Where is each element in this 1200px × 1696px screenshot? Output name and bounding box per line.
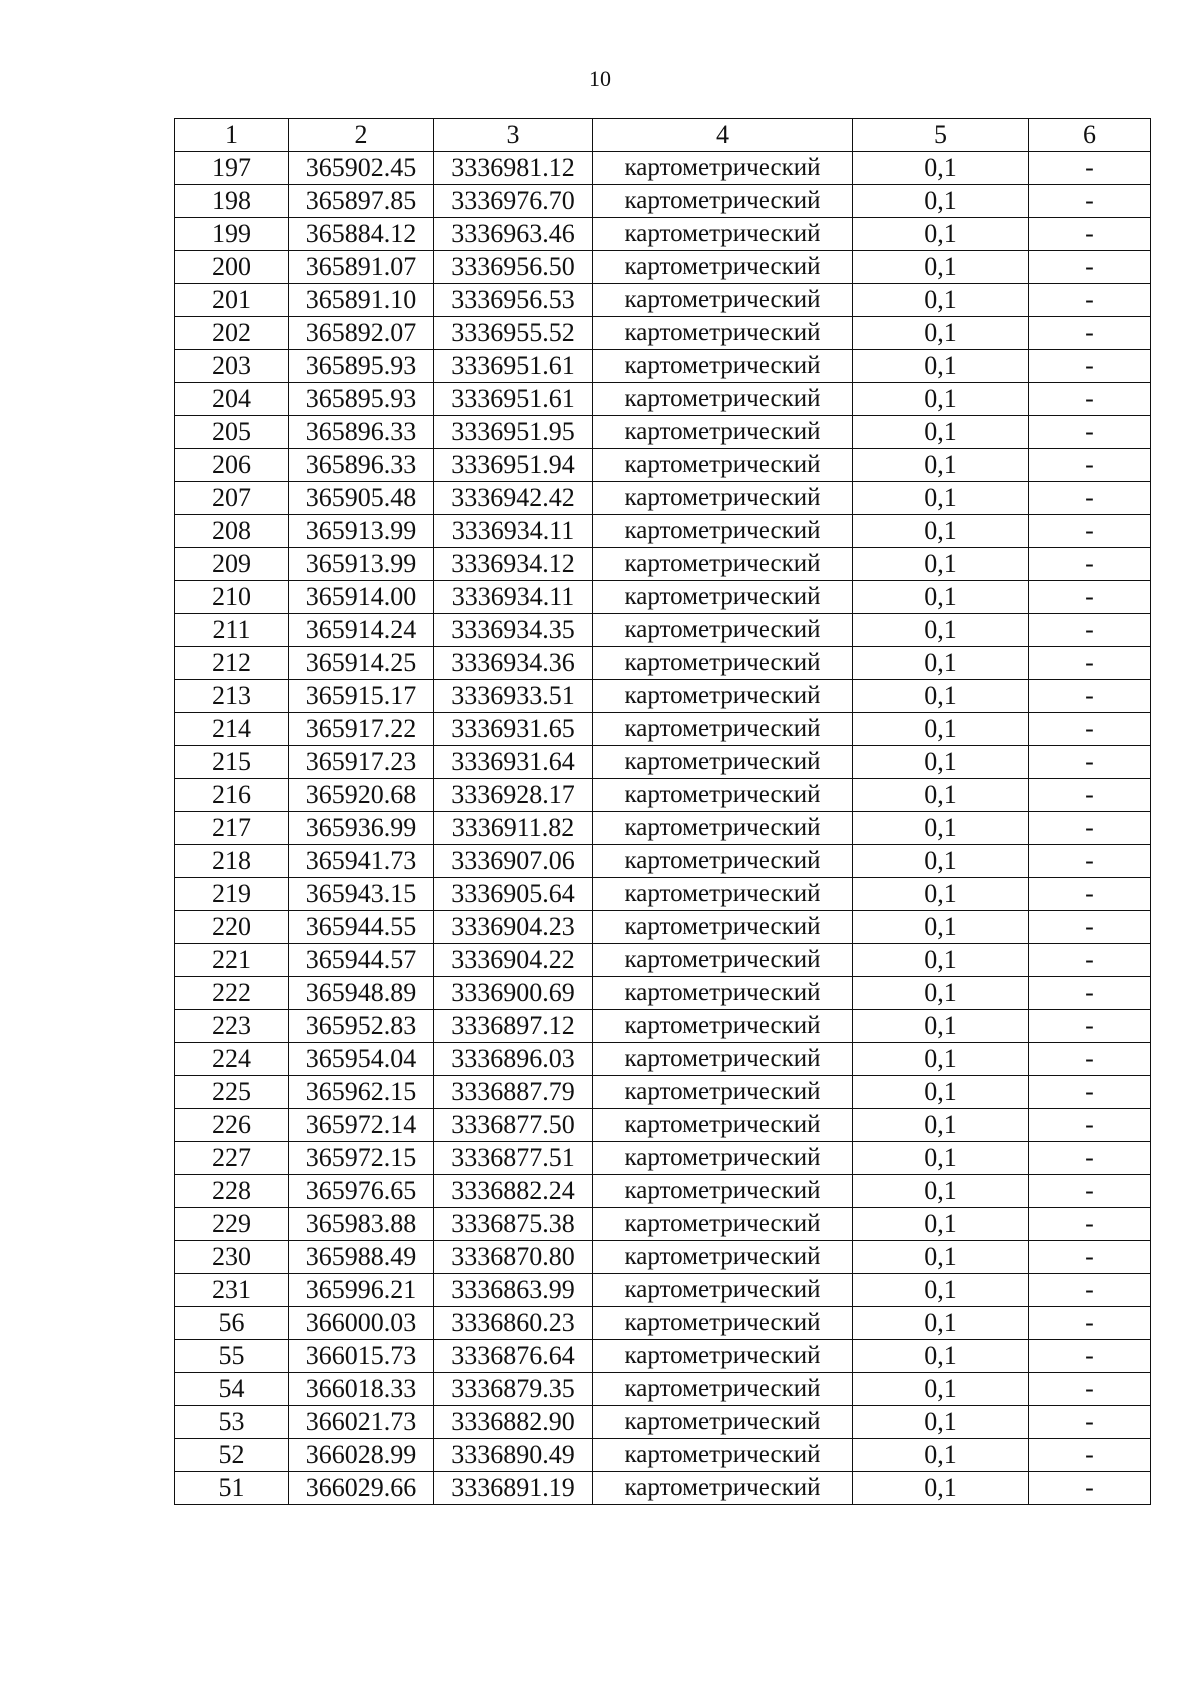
- method-cell: картометрический: [593, 482, 853, 515]
- point-number-cell: 209: [175, 548, 289, 581]
- accuracy-cell: 0,1: [853, 449, 1029, 482]
- y-coordinate-cell: 3336933.51: [434, 680, 593, 713]
- y-coordinate-cell: 3336896.03: [434, 1043, 593, 1076]
- point-number-cell: 218: [175, 845, 289, 878]
- method-cell: картометрический: [593, 416, 853, 449]
- point-number-cell: 55: [175, 1340, 289, 1373]
- y-coordinate-cell: 3336956.53: [434, 284, 593, 317]
- note-cell: -: [1029, 581, 1151, 614]
- point-number-cell: 199: [175, 218, 289, 251]
- y-coordinate-cell: 3336951.94: [434, 449, 593, 482]
- method-cell: картометрический: [593, 449, 853, 482]
- method-cell: картометрический: [593, 152, 853, 185]
- table-row: [175, 779, 1151, 812]
- method-cell: картометрический: [593, 911, 853, 944]
- point-number-cell: 201: [175, 284, 289, 317]
- note-cell: -: [1029, 1043, 1151, 1076]
- point-number-cell: 220: [175, 911, 289, 944]
- accuracy-cell: 0,1: [853, 1010, 1029, 1043]
- y-coordinate-cell: 3336934.36: [434, 647, 593, 680]
- accuracy-cell: 0,1: [853, 1439, 1029, 1472]
- accuracy-cell: 0,1: [853, 977, 1029, 1010]
- point-number-cell: 197: [175, 152, 289, 185]
- y-coordinate-cell: 3336951.61: [434, 383, 593, 416]
- point-number-cell: 206: [175, 449, 289, 482]
- accuracy-cell: 0,1: [853, 911, 1029, 944]
- method-cell: картометрический: [593, 1208, 853, 1241]
- y-coordinate-cell: 3336951.61: [434, 350, 593, 383]
- method-cell: картометрический: [593, 878, 853, 911]
- point-number-cell: 213: [175, 680, 289, 713]
- x-coordinate-cell: 366028.99: [289, 1439, 434, 1472]
- table-row: [175, 218, 1151, 251]
- point-number-cell: 53: [175, 1406, 289, 1439]
- x-coordinate-cell: 365892.07: [289, 317, 434, 350]
- accuracy-cell: 0,1: [853, 1175, 1029, 1208]
- method-cell: картометрический: [593, 680, 853, 713]
- note-cell: -: [1029, 779, 1151, 812]
- note-cell: -: [1029, 812, 1151, 845]
- point-number-cell: 215: [175, 746, 289, 779]
- table-row: [175, 185, 1151, 218]
- y-coordinate-cell: 3336897.12: [434, 1010, 593, 1043]
- table-row: [175, 515, 1151, 548]
- y-coordinate-cell: 3336875.38: [434, 1208, 593, 1241]
- x-coordinate-cell: 365944.57: [289, 944, 434, 977]
- note-cell: -: [1029, 977, 1151, 1010]
- y-coordinate-cell: 3336882.90: [434, 1406, 593, 1439]
- accuracy-cell: 0,1: [853, 581, 1029, 614]
- table-row: [175, 812, 1151, 845]
- accuracy-cell: 0,1: [853, 1109, 1029, 1142]
- point-number-cell: 219: [175, 878, 289, 911]
- note-cell: -: [1029, 1406, 1151, 1439]
- method-cell: картометрический: [593, 1472, 853, 1505]
- x-coordinate-cell: 365954.04: [289, 1043, 434, 1076]
- method-cell: картометрический: [593, 1406, 853, 1439]
- method-cell: картометрический: [593, 1241, 853, 1274]
- accuracy-cell: 0,1: [853, 779, 1029, 812]
- y-coordinate-cell: 3336934.35: [434, 614, 593, 647]
- point-number-cell: 228: [175, 1175, 289, 1208]
- note-cell: -: [1029, 1076, 1151, 1109]
- method-cell: картометрический: [593, 1340, 853, 1373]
- y-coordinate-cell: 3336981.12: [434, 152, 593, 185]
- point-number-cell: 54: [175, 1373, 289, 1406]
- point-number-cell: 230: [175, 1241, 289, 1274]
- point-number-cell: 212: [175, 647, 289, 680]
- note-cell: -: [1029, 944, 1151, 977]
- point-number-cell: 221: [175, 944, 289, 977]
- accuracy-cell: 0,1: [853, 1340, 1029, 1373]
- x-coordinate-cell: 365914.24: [289, 614, 434, 647]
- x-coordinate-cell: 365896.33: [289, 449, 434, 482]
- x-coordinate-cell: 365920.68: [289, 779, 434, 812]
- note-cell: -: [1029, 746, 1151, 779]
- note-cell: -: [1029, 878, 1151, 911]
- y-coordinate-cell: 3336905.64: [434, 878, 593, 911]
- method-cell: картометрический: [593, 218, 853, 251]
- method-cell: картометрический: [593, 515, 853, 548]
- note-cell: -: [1029, 482, 1151, 515]
- point-number-cell: 210: [175, 581, 289, 614]
- point-number-cell: 231: [175, 1274, 289, 1307]
- table-row: [175, 548, 1151, 581]
- table-row: [175, 944, 1151, 977]
- method-cell: картометрический: [593, 317, 853, 350]
- table-row: [175, 317, 1151, 350]
- y-coordinate-cell: 3336890.49: [434, 1439, 593, 1472]
- x-coordinate-cell: 366021.73: [289, 1406, 434, 1439]
- point-number-cell: 217: [175, 812, 289, 845]
- note-cell: -: [1029, 317, 1151, 350]
- x-coordinate-cell: 365914.00: [289, 581, 434, 614]
- table-row: [175, 383, 1151, 416]
- accuracy-cell: 0,1: [853, 251, 1029, 284]
- point-number-cell: 208: [175, 515, 289, 548]
- table-row: [175, 1076, 1151, 1109]
- x-coordinate-cell: 365917.22: [289, 713, 434, 746]
- accuracy-cell: 0,1: [853, 713, 1029, 746]
- table-row: [175, 482, 1151, 515]
- method-cell: картометрический: [593, 185, 853, 218]
- y-coordinate-cell: 3336882.24: [434, 1175, 593, 1208]
- note-cell: -: [1029, 1175, 1151, 1208]
- note-cell: -: [1029, 1439, 1151, 1472]
- table-header-row: [175, 119, 1151, 152]
- table-row: [175, 1439, 1151, 1472]
- accuracy-cell: 0,1: [853, 1274, 1029, 1307]
- note-cell: -: [1029, 416, 1151, 449]
- table-row: [175, 152, 1151, 185]
- accuracy-cell: 0,1: [853, 1373, 1029, 1406]
- note-cell: -: [1029, 1109, 1151, 1142]
- note-cell: -: [1029, 1340, 1151, 1373]
- accuracy-cell: 0,1: [853, 515, 1029, 548]
- point-number-cell: 203: [175, 350, 289, 383]
- table-row: [175, 647, 1151, 680]
- method-cell: картометрический: [593, 548, 853, 581]
- accuracy-cell: 0,1: [853, 878, 1029, 911]
- method-cell: картометрический: [593, 713, 853, 746]
- note-cell: -: [1029, 548, 1151, 581]
- accuracy-cell: 0,1: [853, 383, 1029, 416]
- note-cell: -: [1029, 1142, 1151, 1175]
- table-row: [175, 1043, 1151, 1076]
- table-body: [175, 152, 1151, 1505]
- table-row: [175, 284, 1151, 317]
- table-row: [175, 1142, 1151, 1175]
- y-coordinate-cell: 3336860.23: [434, 1307, 593, 1340]
- y-coordinate-cell: 3336887.79: [434, 1076, 593, 1109]
- x-coordinate-cell: 365897.85: [289, 185, 434, 218]
- table-row: [175, 614, 1151, 647]
- note-cell: -: [1029, 251, 1151, 284]
- accuracy-cell: 0,1: [853, 680, 1029, 713]
- table-row: [175, 911, 1151, 944]
- point-number-cell: 202: [175, 317, 289, 350]
- method-cell: картометрический: [593, 1274, 853, 1307]
- method-cell: картометрический: [593, 977, 853, 1010]
- table-row: [175, 1109, 1151, 1142]
- table-row: [175, 1175, 1151, 1208]
- x-coordinate-cell: 366018.33: [289, 1373, 434, 1406]
- column-header: 1: [175, 119, 289, 152]
- accuracy-cell: 0,1: [853, 152, 1029, 185]
- point-number-cell: 226: [175, 1109, 289, 1142]
- x-coordinate-cell: 366029.66: [289, 1472, 434, 1505]
- y-coordinate-cell: 3336963.46: [434, 218, 593, 251]
- x-coordinate-cell: 365896.33: [289, 416, 434, 449]
- x-coordinate-cell: 365976.65: [289, 1175, 434, 1208]
- note-cell: -: [1029, 1010, 1151, 1043]
- method-cell: картометрический: [593, 1373, 853, 1406]
- y-coordinate-cell: 3336904.22: [434, 944, 593, 977]
- note-cell: -: [1029, 845, 1151, 878]
- method-cell: картометрический: [593, 779, 853, 812]
- x-coordinate-cell: 365884.12: [289, 218, 434, 251]
- accuracy-cell: 0,1: [853, 1043, 1029, 1076]
- x-coordinate-cell: 365948.89: [289, 977, 434, 1010]
- table-row: [175, 416, 1151, 449]
- accuracy-cell: 0,1: [853, 1076, 1029, 1109]
- x-coordinate-cell: 365914.25: [289, 647, 434, 680]
- accuracy-cell: 0,1: [853, 185, 1029, 218]
- method-cell: картометрический: [593, 845, 853, 878]
- table-row: [175, 1373, 1151, 1406]
- method-cell: картометрический: [593, 581, 853, 614]
- note-cell: -: [1029, 614, 1151, 647]
- x-coordinate-cell: 365917.23: [289, 746, 434, 779]
- point-number-cell: 227: [175, 1142, 289, 1175]
- page-number: 10: [589, 66, 611, 91]
- table-row: [175, 746, 1151, 779]
- note-cell: -: [1029, 1472, 1151, 1505]
- x-coordinate-cell: 365972.14: [289, 1109, 434, 1142]
- note-cell: -: [1029, 911, 1151, 944]
- note-cell: -: [1029, 449, 1151, 482]
- point-number-cell: 229: [175, 1208, 289, 1241]
- point-number-cell: 198: [175, 185, 289, 218]
- x-coordinate-cell: 366000.03: [289, 1307, 434, 1340]
- accuracy-cell: 0,1: [853, 1406, 1029, 1439]
- method-cell: картометрический: [593, 647, 853, 680]
- point-number-cell: 207: [175, 482, 289, 515]
- table-row: [175, 1274, 1151, 1307]
- method-cell: картометрический: [593, 383, 853, 416]
- note-cell: -: [1029, 185, 1151, 218]
- table-row: [175, 977, 1151, 1010]
- method-cell: картометрический: [593, 614, 853, 647]
- method-cell: картометрический: [593, 1076, 853, 1109]
- y-coordinate-cell: 3336942.42: [434, 482, 593, 515]
- method-cell: картометрический: [593, 1010, 853, 1043]
- accuracy-cell: 0,1: [853, 317, 1029, 350]
- method-cell: картометрический: [593, 944, 853, 977]
- table-row: [175, 1307, 1151, 1340]
- note-cell: -: [1029, 218, 1151, 251]
- table-row: [175, 581, 1151, 614]
- x-coordinate-cell: 365972.15: [289, 1142, 434, 1175]
- y-coordinate-cell: 3336863.99: [434, 1274, 593, 1307]
- y-coordinate-cell: 3336877.50: [434, 1109, 593, 1142]
- table-row: [175, 1010, 1151, 1043]
- method-cell: картометрический: [593, 350, 853, 383]
- point-number-cell: 225: [175, 1076, 289, 1109]
- accuracy-cell: 0,1: [853, 746, 1029, 779]
- column-header: 3: [434, 119, 593, 152]
- x-coordinate-cell: 365915.17: [289, 680, 434, 713]
- point-number-cell: 51: [175, 1472, 289, 1505]
- y-coordinate-cell: 3336934.12: [434, 548, 593, 581]
- y-coordinate-cell: 3336904.23: [434, 911, 593, 944]
- accuracy-cell: 0,1: [853, 548, 1029, 581]
- accuracy-cell: 0,1: [853, 1307, 1029, 1340]
- table-row: [175, 449, 1151, 482]
- column-header: 5: [853, 119, 1029, 152]
- x-coordinate-cell: 365913.99: [289, 548, 434, 581]
- y-coordinate-cell: 3336951.95: [434, 416, 593, 449]
- note-cell: -: [1029, 1274, 1151, 1307]
- accuracy-cell: 0,1: [853, 284, 1029, 317]
- y-coordinate-cell: 3336928.17: [434, 779, 593, 812]
- note-cell: -: [1029, 1208, 1151, 1241]
- column-header: 4: [593, 119, 853, 152]
- note-cell: -: [1029, 1373, 1151, 1406]
- y-coordinate-cell: 3336870.80: [434, 1241, 593, 1274]
- note-cell: -: [1029, 647, 1151, 680]
- x-coordinate-cell: 365952.83: [289, 1010, 434, 1043]
- method-cell: картометрический: [593, 1307, 853, 1340]
- accuracy-cell: 0,1: [853, 1208, 1029, 1241]
- table-row: [175, 1208, 1151, 1241]
- table-row: [175, 845, 1151, 878]
- method-cell: картометрический: [593, 1109, 853, 1142]
- method-cell: картометрический: [593, 1175, 853, 1208]
- accuracy-cell: 0,1: [853, 416, 1029, 449]
- y-coordinate-cell: 3336931.64: [434, 746, 593, 779]
- x-coordinate-cell: 365944.55: [289, 911, 434, 944]
- y-coordinate-cell: 3336900.69: [434, 977, 593, 1010]
- table-row: [175, 1406, 1151, 1439]
- method-cell: картометрический: [593, 1439, 853, 1472]
- x-coordinate-cell: 365913.99: [289, 515, 434, 548]
- accuracy-cell: 0,1: [853, 1472, 1029, 1505]
- point-number-cell: 205: [175, 416, 289, 449]
- point-number-cell: 214: [175, 713, 289, 746]
- y-coordinate-cell: 3336976.70: [434, 185, 593, 218]
- note-cell: -: [1029, 713, 1151, 746]
- point-number-cell: 222: [175, 977, 289, 1010]
- table-row: [175, 878, 1151, 911]
- table-row: [175, 251, 1151, 284]
- point-number-cell: 204: [175, 383, 289, 416]
- note-cell: -: [1029, 284, 1151, 317]
- x-coordinate-cell: 365941.73: [289, 845, 434, 878]
- table-row: [175, 350, 1151, 383]
- note-cell: -: [1029, 680, 1151, 713]
- method-cell: картометрический: [593, 1142, 853, 1175]
- y-coordinate-cell: 3336879.35: [434, 1373, 593, 1406]
- accuracy-cell: 0,1: [853, 647, 1029, 680]
- note-cell: -: [1029, 1241, 1151, 1274]
- x-coordinate-cell: 365983.88: [289, 1208, 434, 1241]
- accuracy-cell: 0,1: [853, 1241, 1029, 1274]
- table-row: [175, 713, 1151, 746]
- y-coordinate-cell: 3336934.11: [434, 515, 593, 548]
- y-coordinate-cell: 3336955.52: [434, 317, 593, 350]
- y-coordinate-cell: 3336876.64: [434, 1340, 593, 1373]
- x-coordinate-cell: 365891.10: [289, 284, 434, 317]
- column-header: 6: [1029, 119, 1151, 152]
- accuracy-cell: 0,1: [853, 944, 1029, 977]
- table-row: [175, 1340, 1151, 1373]
- y-coordinate-cell: 3336931.65: [434, 713, 593, 746]
- method-cell: картометрический: [593, 812, 853, 845]
- table-row: [175, 1472, 1151, 1505]
- method-cell: картометрический: [593, 746, 853, 779]
- x-coordinate-cell: 365891.07: [289, 251, 434, 284]
- column-header: 2: [289, 119, 434, 152]
- point-number-cell: 223: [175, 1010, 289, 1043]
- method-cell: картометрический: [593, 251, 853, 284]
- table-row: [175, 680, 1151, 713]
- x-coordinate-cell: 365988.49: [289, 1241, 434, 1274]
- y-coordinate-cell: 3336934.11: [434, 581, 593, 614]
- point-number-cell: 52: [175, 1439, 289, 1472]
- point-number-cell: 56: [175, 1307, 289, 1340]
- accuracy-cell: 0,1: [853, 845, 1029, 878]
- accuracy-cell: 0,1: [853, 350, 1029, 383]
- y-coordinate-cell: 3336911.82: [434, 812, 593, 845]
- x-coordinate-cell: 365996.21: [289, 1274, 434, 1307]
- x-coordinate-cell: 365905.48: [289, 482, 434, 515]
- y-coordinate-cell: 3336956.50: [434, 251, 593, 284]
- y-coordinate-cell: 3336877.51: [434, 1142, 593, 1175]
- y-coordinate-cell: 3336907.06: [434, 845, 593, 878]
- point-number-cell: 200: [175, 251, 289, 284]
- accuracy-cell: 0,1: [853, 812, 1029, 845]
- x-coordinate-cell: 365936.99: [289, 812, 434, 845]
- accuracy-cell: 0,1: [853, 482, 1029, 515]
- x-coordinate-cell: 365962.15: [289, 1076, 434, 1109]
- table-row: [175, 1241, 1151, 1274]
- x-coordinate-cell: 365895.93: [289, 383, 434, 416]
- x-coordinate-cell: 365943.15: [289, 878, 434, 911]
- point-number-cell: 211: [175, 614, 289, 647]
- point-number-cell: 224: [175, 1043, 289, 1076]
- accuracy-cell: 0,1: [853, 1142, 1029, 1175]
- method-cell: картометрический: [593, 1043, 853, 1076]
- note-cell: -: [1029, 1307, 1151, 1340]
- accuracy-cell: 0,1: [853, 218, 1029, 251]
- y-coordinate-cell: 3336891.19: [434, 1472, 593, 1505]
- x-coordinate-cell: 366015.73: [289, 1340, 434, 1373]
- coordinates-table: [174, 118, 1151, 1505]
- note-cell: -: [1029, 383, 1151, 416]
- note-cell: -: [1029, 515, 1151, 548]
- accuracy-cell: 0,1: [853, 614, 1029, 647]
- method-cell: картометрический: [593, 284, 853, 317]
- x-coordinate-cell: 365895.93: [289, 350, 434, 383]
- x-coordinate-cell: 365902.45: [289, 152, 434, 185]
- note-cell: -: [1029, 152, 1151, 185]
- note-cell: -: [1029, 350, 1151, 383]
- point-number-cell: 216: [175, 779, 289, 812]
